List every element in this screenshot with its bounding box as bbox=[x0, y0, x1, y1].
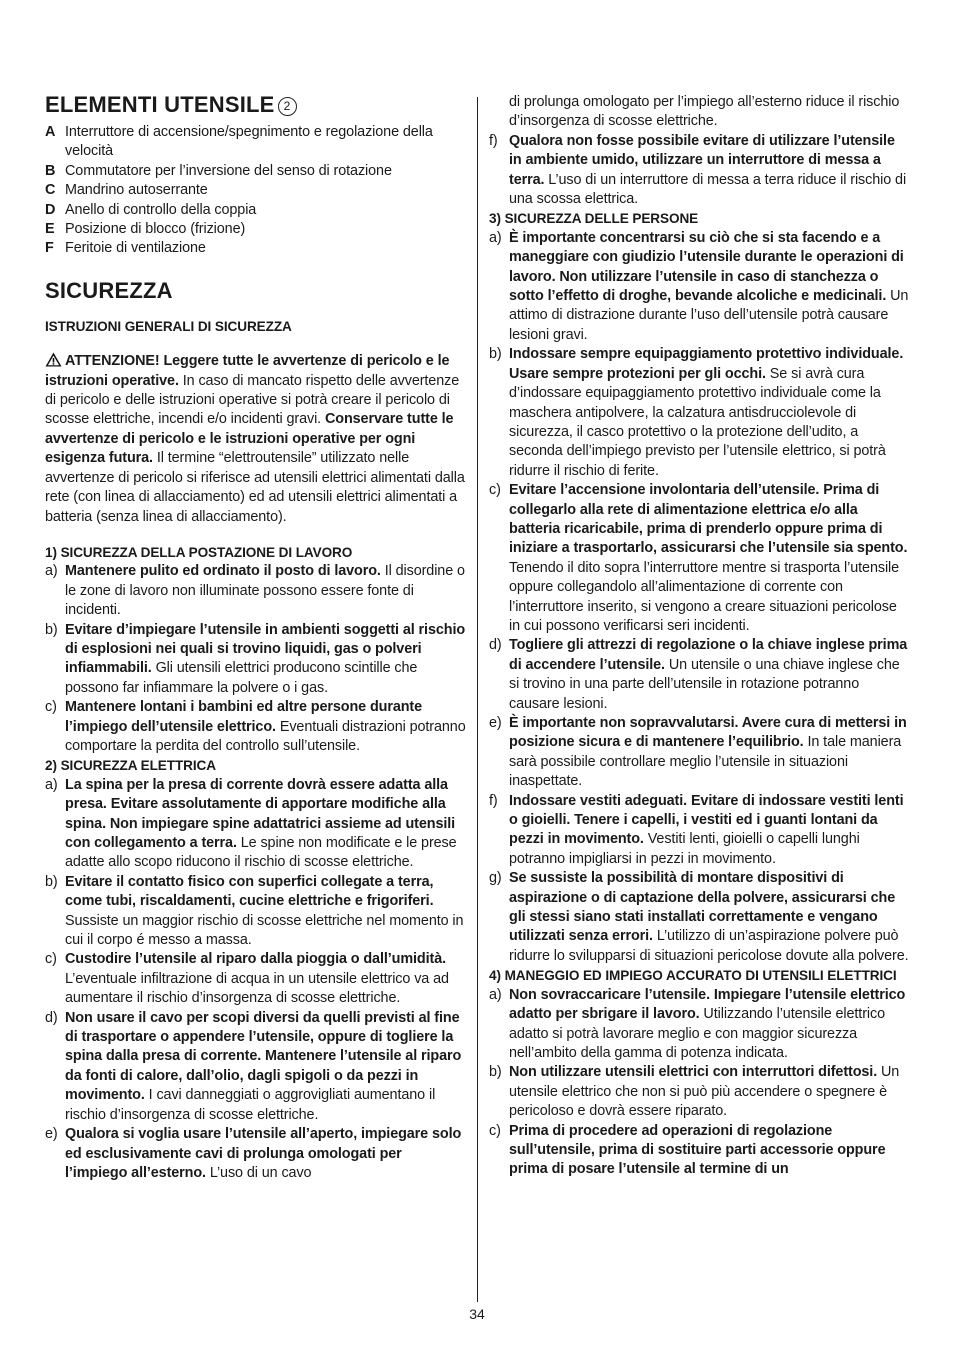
instruction-key: a) bbox=[45, 563, 58, 580]
instruction-explanation: Tenendo il dito sopra l’interruttore mentre si trasporta l’utensile oppure collegandolo all’alimentazione di corrente con l’interruttore inserito, si vengono a creare situazioni pericolose in cui possono verificarsi seri incidenti. bbox=[509, 559, 900, 634]
instruction-item bbox=[489, 229, 911, 345]
legend-key: E bbox=[45, 221, 55, 238]
instruction-item bbox=[45, 1009, 466, 1125]
instruction-key: a) bbox=[489, 986, 502, 1003]
instruction-text bbox=[65, 776, 466, 873]
legend-key: B bbox=[45, 162, 56, 179]
left-column bbox=[45, 93, 466, 1183]
instruction-text bbox=[65, 950, 466, 1008]
legend-key: F bbox=[45, 240, 54, 257]
instruction-text bbox=[509, 869, 911, 966]
instruction-item bbox=[489, 481, 911, 636]
instruction-explanation: Se si avrà cura d’indossare equipaggiamento protettivo individuale come la maschera antipolvere, la calzatura antisdrucciolevole di sicurezza, il casco protettivo o la protezione dell’udito, a seconda dell’impiego previsto per l’utensile elettrico, si potrà ridurre il rischio di ferite. bbox=[509, 365, 886, 479]
instruction-bold: Se sussiste la possibilità di montare dispositivi di aspirazione o di captazione della polvere, assicurarsi che gli stessi siano stati installati correttamente e vengano utilizzati senza errori. bbox=[509, 870, 896, 945]
instruction-explanation: Eventuali distrazioni potranno comportare la perdita del controllo sull’utensile. bbox=[65, 718, 466, 754]
section-2-heading: 2) SICUREZZA ELETTRICA bbox=[45, 758, 216, 774]
section-3-heading: 3) SICUREZZA DELLE PERSONE bbox=[489, 211, 699, 227]
instruction-bold: Qualora non fosse possibile evitare di utilizzare l’utensile in ambiente umido, utilizzare un interruttore di messa a terra. bbox=[509, 132, 895, 188]
instruction-explanation: Un attimo di distrazione durante l’uso dell’utensile potrà causare lesioni gravi. bbox=[509, 288, 909, 343]
instruction-key: c) bbox=[489, 482, 501, 499]
instruction-item bbox=[489, 636, 911, 714]
instruction-bold: Evitare d’impiegare l’utensile in ambienti soggetti al rischio di esplosioni nei quali si trovino liquidi, gas o polveri infiammabili. bbox=[65, 621, 466, 677]
legend-key: D bbox=[45, 201, 56, 218]
instruction-key: c) bbox=[489, 1122, 501, 1139]
legend-text: Interruttore di accensione/spegnimento e regolazione della velocità bbox=[65, 124, 433, 160]
instruction-item bbox=[489, 345, 911, 481]
instruction-key: f) bbox=[489, 792, 498, 809]
instruction-bold: Custodire l’utensile al riparo dalla pioggia o dall’umidità. bbox=[65, 951, 447, 968]
instruction-explanation: Un utensile elettrico che non si può più accendere o spegnere è pericoloso e dovrà essere riparato. bbox=[509, 1064, 900, 1120]
instruction-explanation: In tale maniera sarà possibile controllare meglio l’utensile in situazioni inaspettate. bbox=[509, 734, 902, 790]
instruction-key: d) bbox=[489, 637, 502, 654]
instruction-key: b) bbox=[489, 346, 502, 363]
instruction-key: e) bbox=[45, 1126, 58, 1143]
instruction-explanation: L’utilizzo di un’aspirazione polvere può ridurre lo svilupparsi di situazioni pericolose dovute alla polvere. bbox=[509, 928, 909, 964]
instruction-bold: Non sovraccaricare l’utensile. Impiegare l’utensile elettrico adatto per sbrigare il lavoro. bbox=[509, 986, 906, 1023]
legend-text: Commutatore per l’inversione del senso di rotazione bbox=[65, 162, 392, 179]
instruction-bold: Indossare sempre equipaggiamento protettivo individuale. Usare sempre protezioni per gli occhi. bbox=[509, 346, 904, 382]
instruction-text bbox=[509, 345, 911, 481]
instruction-item bbox=[45, 562, 466, 620]
page-number: 34 bbox=[469, 1306, 485, 1322]
instruction-text bbox=[65, 1009, 466, 1125]
instruction-bold: Evitare il contatto fisico con superfici collegate a terra, come tubi, riscaldamenti, cucine elettriche e frigoriferi. bbox=[65, 873, 434, 910]
instruction-explanation: Gli utensili elettrici producono scintille che possono far infiammare la polvere o i gas. bbox=[65, 660, 418, 696]
components-heading: ELEMENTI UTENSILE 2 bbox=[45, 93, 466, 117]
instruction-key: b) bbox=[489, 1064, 502, 1081]
instruction-key: c) bbox=[45, 951, 57, 968]
legend-text: Posizione di blocco (frizione) bbox=[65, 221, 246, 238]
instruction-explanation: Il disordine o le zone di lavoro non illuminate possono essere fonte di incidenti. bbox=[65, 563, 465, 619]
section-2-list bbox=[45, 776, 466, 1184]
instruction-explanation: Vestiti lenti, gioielli o capelli lunghi potranno impigliarsi in pezzi in movimento. bbox=[509, 831, 860, 867]
instruction-key: a) bbox=[45, 776, 58, 793]
general-safety-heading: ISTRUZIONI GENERALI DI SICUREZZA bbox=[45, 318, 292, 334]
instruction-bold: Indossare vestiti adeguati. Evitare di indossare vestiti lenti o gioielli. Tenere i capelli, i vestiti ed i guanti lontani da pezzi in movimento. bbox=[509, 792, 904, 848]
instruction-item bbox=[45, 950, 466, 1008]
instruction-key: c) bbox=[45, 699, 57, 716]
section-3-list bbox=[489, 229, 911, 966]
instruction-text bbox=[509, 229, 911, 345]
instruction-bold: Evitare l’accensione involontaria dell’utensile. Prima di collegarlo alla rete di alimentazione elettrica e/o alla batteria ricaricabile, prima di prenderlo oppure prima di iniziare a trasportarlo, assicurarsi che l’utensile sia spento. bbox=[509, 482, 908, 557]
safety-heading: SICUREZZA bbox=[45, 277, 173, 303]
figure-ref-badge: 2 bbox=[278, 97, 297, 116]
section-4-list bbox=[489, 986, 911, 1180]
legend-item bbox=[45, 220, 466, 239]
instruction-bold: Mantenere lontani i bambini ed altre persone durante l’impiego dell’utensile elettrico. bbox=[65, 699, 423, 735]
instruction-item bbox=[489, 1122, 911, 1180]
instruction-bold: Qualora si voglia usare l’utensile all’aperto, impiegare solo ed esclusivamente cavi di prolunga omologati per l’impiego all’esterno. bbox=[65, 1126, 462, 1181]
column-divider bbox=[477, 97, 478, 1302]
instruction-item bbox=[45, 698, 466, 756]
instruction-item bbox=[45, 1125, 466, 1183]
instruction-text bbox=[65, 698, 466, 756]
instruction-key: b) bbox=[45, 621, 58, 638]
instruction-key: e) bbox=[489, 715, 502, 731]
legend-item bbox=[45, 162, 466, 181]
legend-item bbox=[45, 123, 466, 162]
instruction-item bbox=[489, 1063, 911, 1121]
instruction-item bbox=[489, 792, 911, 870]
instruction-text bbox=[65, 562, 466, 620]
instruction-key: b) bbox=[45, 873, 58, 890]
instruction-bold: Non usare il cavo per scopi diversi da quelli previsti al fine di trasportare o appendere l’utensile, oppure di togliere la spina dalla presa di corrente. Mantenere l’utensile al riparo da fonti di calore, dall’olio, dagli spigoli o da pezzi in movimento. bbox=[65, 1009, 462, 1104]
instruction-explanation: Utilizzando l’utensile elettrico adatto si potrà lavorare meglio e con maggior sicurezza nell’ambito della gamma di potenza indicata. bbox=[509, 1006, 885, 1061]
section-1-list bbox=[45, 562, 466, 756]
instruction-bold: Prima di procedere ad operazioni di regolazione sull’utensile, prima di sostituire parti accessorie oppure prima di posare l’utensile al termine di un bbox=[509, 1122, 886, 1178]
legend-item bbox=[45, 239, 466, 258]
instruction-text bbox=[509, 636, 911, 714]
instruction-text bbox=[65, 621, 466, 699]
instruction-explanation: L’uso di un interruttore di messa a terra riduce il rischio di una scossa elettrica. bbox=[509, 171, 907, 208]
instruction-explanation: Sussiste un maggior rischio di scosse elettriche nel momento in cui il corpo é messo a massa. bbox=[65, 912, 464, 949]
instruction-text bbox=[509, 132, 911, 210]
section-1-heading: 1) SICUREZZA DELLA POSTAZIONE DI LAVORO bbox=[45, 544, 353, 560]
instruction-key: d) bbox=[45, 1009, 58, 1026]
legend-item bbox=[45, 201, 466, 220]
legend-key: A bbox=[45, 124, 56, 140]
instruction-item bbox=[489, 986, 911, 1064]
instruction-text bbox=[65, 873, 466, 951]
instruction-bold: È importante non sopravvalutarsi. Avere cura di mettersi in posizione sicura e di mantenere l’equilibrio. bbox=[509, 715, 907, 751]
instruction-text bbox=[509, 481, 911, 636]
instruction-item bbox=[489, 714, 911, 792]
components-legend bbox=[45, 123, 466, 259]
instruction-bold: Mantenere pulito ed ordinato il posto di lavoro. bbox=[65, 563, 381, 580]
instruction-text bbox=[509, 714, 911, 792]
instruction-key: f) bbox=[489, 132, 498, 149]
instruction-text bbox=[509, 986, 911, 1064]
instruction-key: a) bbox=[489, 229, 502, 246]
instruction-explanation: Le spine non modificate e le prese adatte allo scopo riducono il rischio di scosse elettriche. bbox=[65, 835, 457, 871]
instruction-key: g) bbox=[489, 870, 502, 887]
instruction-item bbox=[45, 776, 466, 873]
instruction-text bbox=[509, 1122, 911, 1180]
instruction-bold: La spina per la presa di corrente dovrà essere adatta alla presa. Evitare assolutamente di apportare modifiche alla spina. Non impiegare spine adattatrici assieme ad utensili con collegamento a terra. bbox=[65, 776, 456, 851]
instruction-explanation: Un utensile o una chiave inglese che si trovino in una parte dell’utensile in rotazione potranno causare lesioni. bbox=[509, 656, 900, 712]
instruction-explanation: L’uso di un cavo bbox=[205, 1164, 312, 1181]
instruction-bold: È importante concentrarsi su ciò che si sta facendo e a maneggiare con giudizio l’utensile durante le operazioni di lavoro. Non utilizzare l’utensile in caso di stanchezza o sotto l’effetto di droghe, bevande alcoliche e medicinali. bbox=[509, 229, 904, 305]
instruction-bold: Togliere gli attrezzi di regolazione o la chiave inglese prima di accendere l’utensile. bbox=[509, 637, 908, 673]
instruction-explanation: L’eventuale infiltrazione di acqua in un utensile elettrico va ad aumentare il rischio d’insorgenza di scosse elettriche. bbox=[65, 970, 449, 1007]
instruction-item bbox=[45, 873, 466, 951]
instruction-explanation: I cavi danneggiati o aggrovigliati aumentano il rischio d’insorgenza di scosse elettriche. bbox=[65, 1087, 436, 1123]
legend-item bbox=[45, 181, 466, 200]
legend-key: C bbox=[45, 182, 56, 199]
instruction-text bbox=[509, 792, 911, 870]
instruction-item bbox=[489, 869, 911, 966]
section-2-list-continued bbox=[489, 132, 911, 210]
legend-text: Anello di controllo della coppia bbox=[65, 201, 257, 218]
instruction-text bbox=[65, 1125, 466, 1183]
instruction-item bbox=[489, 132, 911, 210]
section-4-heading: 4) MANEGGIO ED IMPIEGO ACCURATO DI UTENSILI ELETTRICI bbox=[489, 968, 897, 984]
legend-text: Mandrino autoserrante bbox=[65, 182, 208, 199]
instruction-text bbox=[509, 1063, 911, 1121]
instruction-item bbox=[45, 621, 466, 699]
right-column bbox=[489, 93, 911, 1180]
general-warning-paragraph: ATTENZIONE! Leggere tutte le avvertenze di pericolo e le istruzioni operative. In caso di mancato rispetto delle avvertenze di pericolo e delle istruzioni operative si potrà creare il pericolo di scosse elettriche, incendi e/o incidenti gravi. Conservare tutte le avvertenze di pericolo e le istruzioni operative per ogni esigenza futura. Il termine “elettroutensile” utilizzato nelle avvertenze di pericolo si riferisce ad utensili elettrici alimentati dalla rete (con linea di allacciamento) ed ad utensili elettrici alimentati a batteria (senza linea di allacciamento). bbox=[45, 353, 465, 525]
legend-text: Feritoie di ventilazione bbox=[65, 240, 206, 257]
section-2-continuation: di prolunga omologato per l’impiego all’esterno riduce il rischio d’insorgenza di scosse elettriche. bbox=[509, 94, 900, 130]
warning-triangle-icon bbox=[45, 352, 62, 367]
instruction-bold: Non utilizzare utensili elettrici con interruttori difettosi. bbox=[509, 1064, 878, 1081]
